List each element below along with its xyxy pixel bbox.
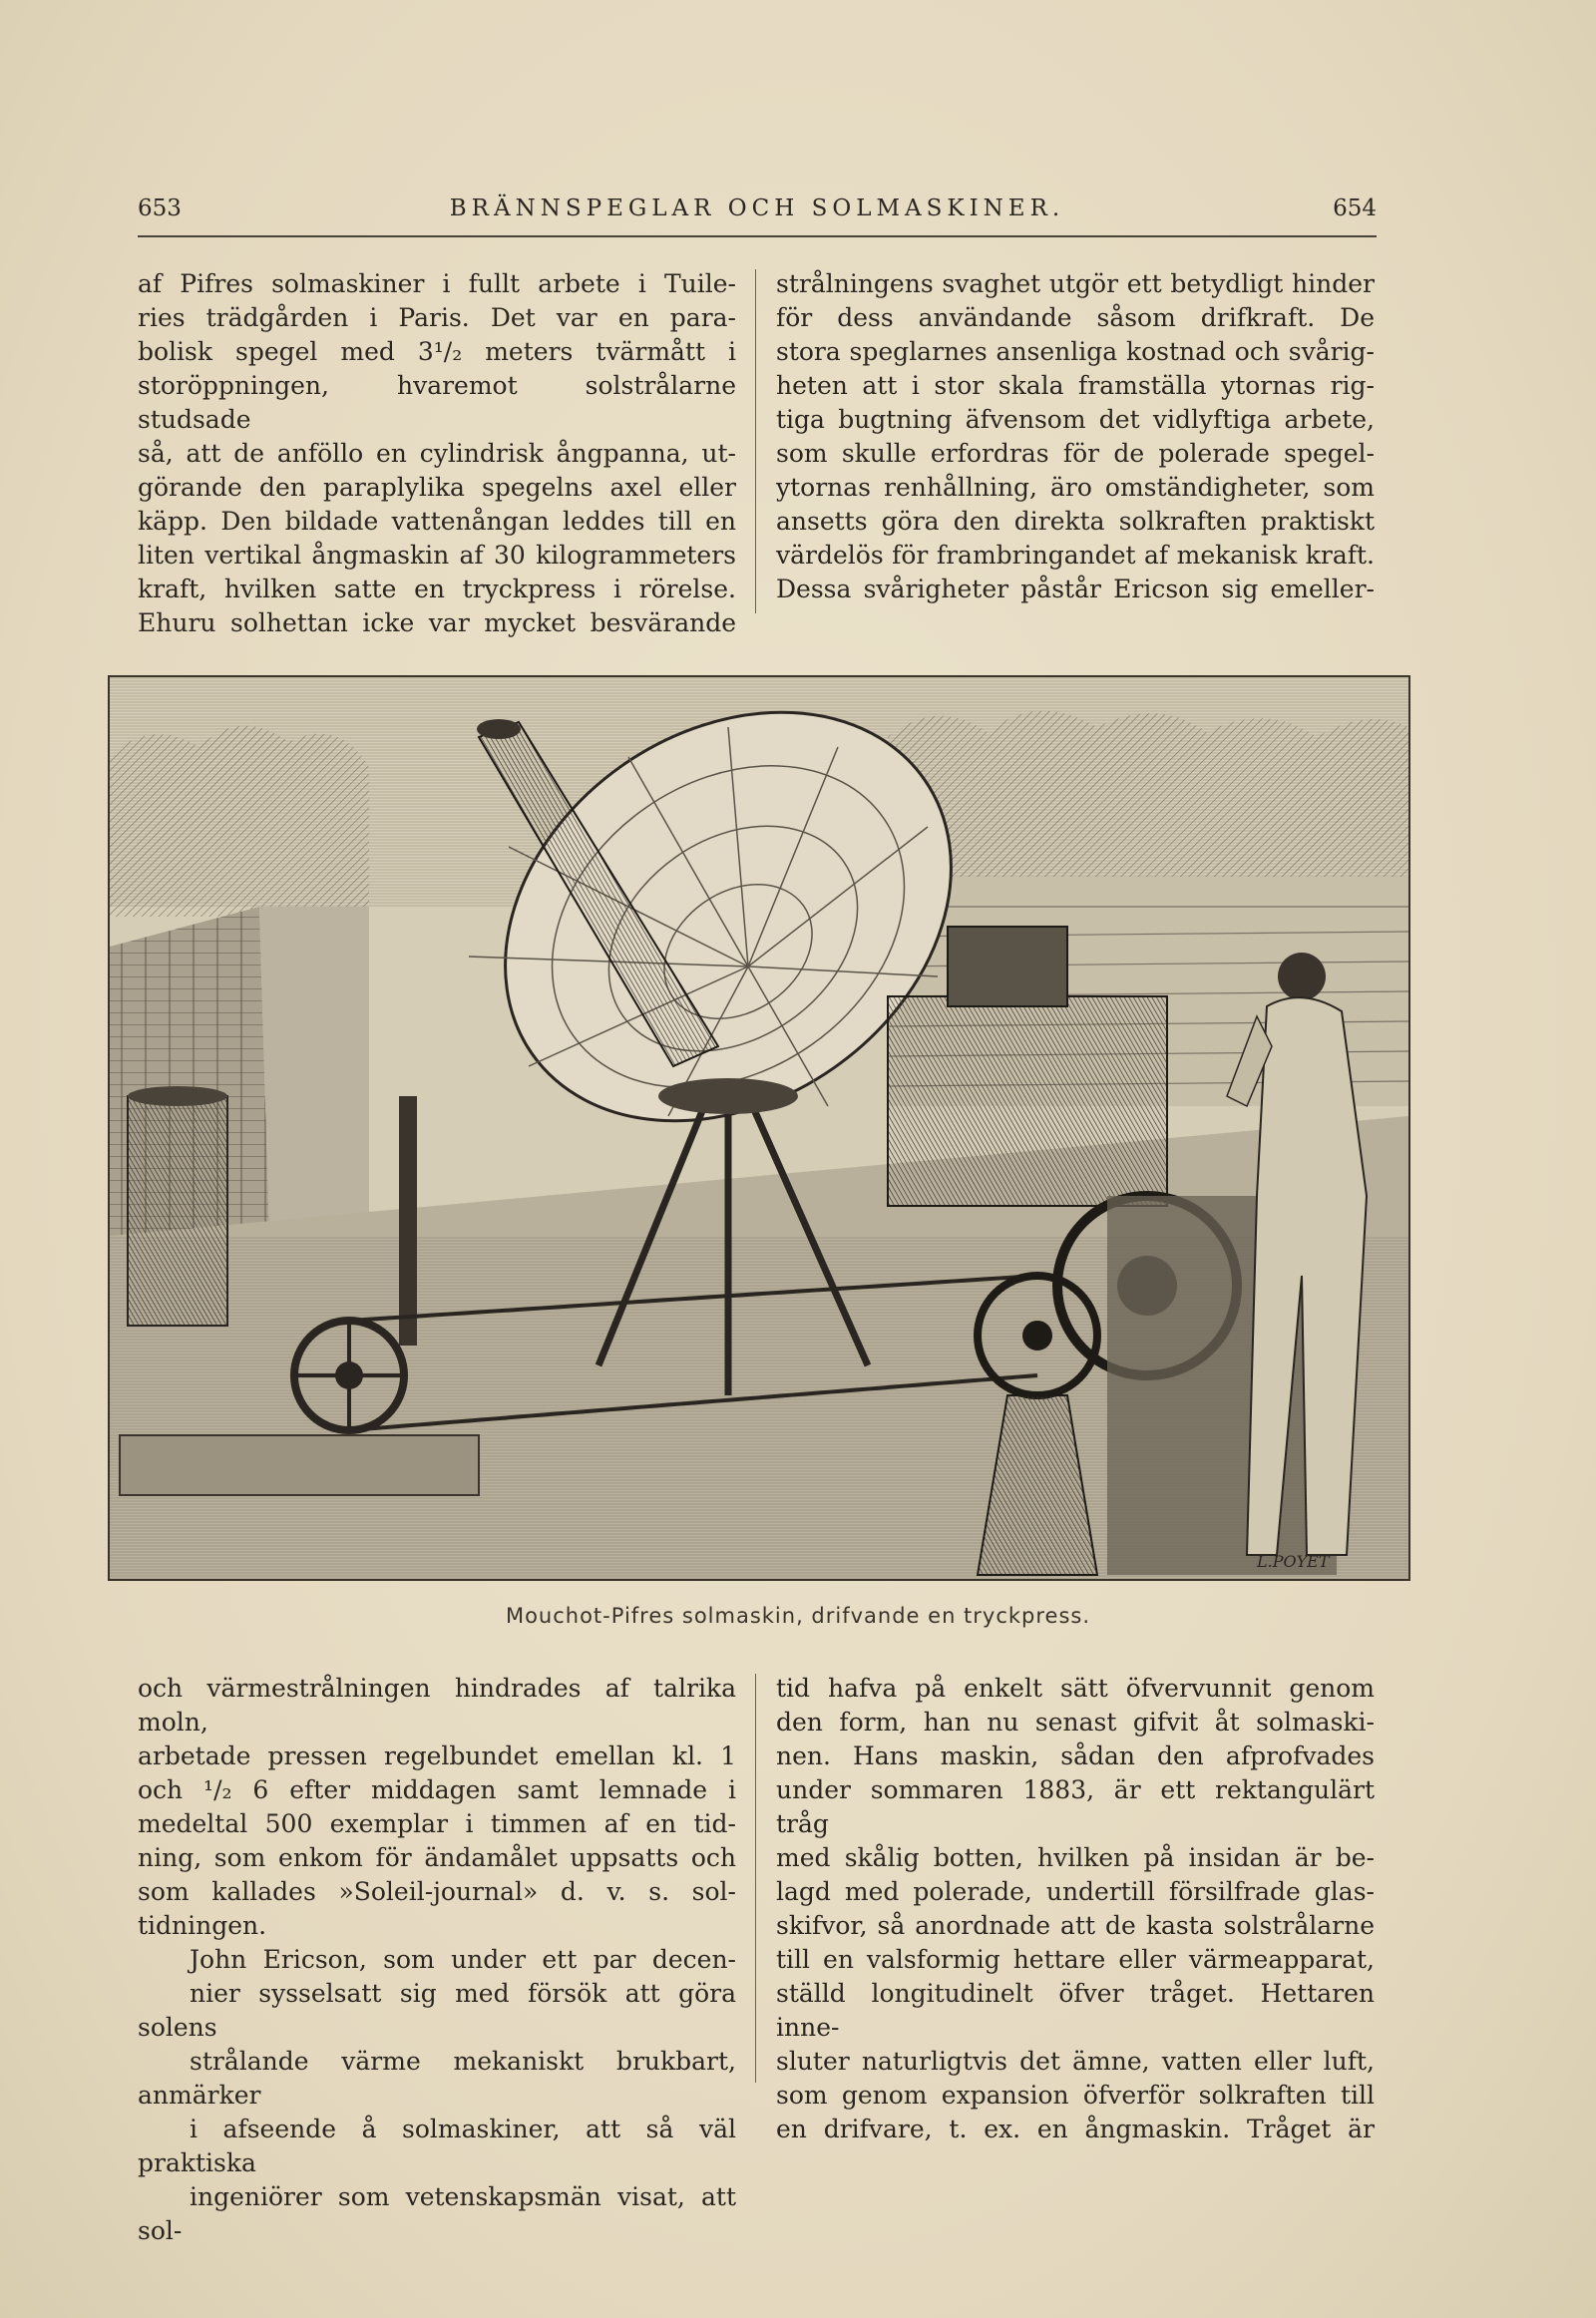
top-right-column bbox=[776, 267, 1375, 606]
bottom-left-column bbox=[138, 1672, 736, 2248]
figure-caption: Mouchot-Pifres solmaskin, drifvande en tryckpress. bbox=[505, 1604, 1091, 1628]
text-line: för dess användande såsom drifkraft. De bbox=[776, 303, 1375, 332]
text-line: ingeniörer som vetenskapsmän visat, att sol- bbox=[138, 2182, 736, 2245]
text-line: som kallades »Soleil-journal» d. v. s. sol- bbox=[138, 1877, 736, 1906]
engraver-signature: L.POYET bbox=[1257, 1552, 1330, 1571]
text-line: arbetade pressen regelbundet emellan kl. 1 bbox=[138, 1741, 736, 1770]
column-divider-bottom bbox=[755, 1674, 756, 2083]
text-line: i afseende å solmaskiner, att så väl praktiska bbox=[138, 2115, 736, 2177]
text-line: som skulle erfordras för de polerade spegel- bbox=[776, 439, 1375, 468]
text-line: ansetts göra den direkta solkraften praktiskt bbox=[776, 507, 1375, 536]
text-line: med skålig botten, hvilken på insidan är be- bbox=[776, 1843, 1375, 1872]
paragraph bbox=[776, 267, 1375, 606]
text-line: och värmestrålningen hindrades af talrika moln, bbox=[138, 1674, 736, 1737]
text-line: strålande värme mekaniskt brukbart, anmärker bbox=[138, 2047, 736, 2110]
text-line: ytornas renhållning, äro omständigheter, som bbox=[776, 473, 1375, 502]
text-line: som genom expansion öfverför solkraften till bbox=[776, 2081, 1375, 2110]
running-header bbox=[138, 195, 1377, 235]
engraving-illustration bbox=[108, 675, 1410, 1581]
text-line: till en valsformig hettare eller värmeapparat, bbox=[776, 1945, 1375, 1974]
text-line: storöppningen, hvaremot solstrålarne studsade bbox=[138, 371, 736, 434]
paragraph bbox=[776, 1672, 1375, 2146]
text-line: en drifvare, t. ex. en ångmaskin. Tråget är bbox=[776, 2115, 1375, 2143]
text-line: af Pifres solmaskiner i fullt arbete i Tuile- bbox=[138, 269, 736, 298]
text-line: tid hafva på enkelt sätt öfvervunnit genom bbox=[776, 1674, 1375, 1703]
text-line: tidningen. bbox=[138, 1911, 267, 1940]
header-rule bbox=[138, 235, 1377, 237]
text-line: medeltal 500 exemplar i timmen af en tid- bbox=[138, 1809, 736, 1838]
top-left-column bbox=[138, 267, 736, 640]
text-line: ställd longitudinelt öfver tråget. Hettaren inne- bbox=[776, 1979, 1375, 2042]
text-line: Ehuru solhettan icke var mycket besvärande bbox=[138, 608, 736, 637]
page-number-left: 653 bbox=[138, 195, 182, 221]
solar-machine-engraving bbox=[110, 677, 1408, 1579]
text-line: bolisk spegel med 3¹/₂ meters tvärmått i bbox=[138, 337, 736, 366]
column-divider-top bbox=[755, 269, 756, 613]
text-line: ning, som enkom för ändamålet uppsatts och bbox=[138, 1843, 736, 1872]
text-line: liten vertikal ångmaskin af 30 kilogrammeters bbox=[138, 541, 736, 570]
text-line: stora speglarnes ansenliga kostnad och svårig- bbox=[776, 337, 1375, 366]
text-line: Dessa svårigheter påstår Ericson sig emeller- bbox=[776, 575, 1375, 603]
text-line: värdelös för frambringandet af mekanisk kraft. bbox=[776, 541, 1375, 570]
text-line: under sommaren 1883, är ett rektangulärt tråg bbox=[776, 1775, 1375, 1838]
text-line: käpp. Den bildade vattenångan leddes till en bbox=[138, 507, 736, 536]
running-title: BRÄNNSPEGLAR OCH SOLMASKINER. bbox=[449, 195, 1065, 221]
page-number-right: 654 bbox=[1333, 195, 1377, 221]
text-line: skifvor, så anordnade att de kasta solstrålarne bbox=[776, 1911, 1375, 1940]
text-line: så, att de anföllo en cylindrisk ångpanna, ut- bbox=[138, 439, 736, 468]
text-line: den form, han nu senast gifvit åt solmaski- bbox=[776, 1708, 1375, 1737]
text-line: och ¹/₂ 6 efter middagen samt lemnade i bbox=[138, 1775, 736, 1804]
paragraph bbox=[138, 267, 736, 640]
text-line: nier sysselsatt sig med försök att göra solens bbox=[138, 1979, 736, 2042]
text-line: ries trädgården i Paris. Det var en para- bbox=[138, 303, 736, 332]
text-line: sluter naturligtvis det ämne, vatten eller luft, bbox=[776, 2047, 1375, 2076]
text-line: kraft, hvilken satte en tryckpress i rörelse. bbox=[138, 575, 736, 603]
paragraph bbox=[138, 1943, 736, 2248]
text-line: görande den paraplylika spegelns axel eller bbox=[138, 473, 736, 502]
text-line: tiga bugtning äfvensom det vidlyftiga arbete, bbox=[776, 405, 1375, 434]
text-line: nen. Hans maskin, sådan den afprofvades bbox=[776, 1741, 1375, 1770]
text-line: lagd med polerade, undertill försilfrade glas- bbox=[776, 1877, 1375, 1906]
paragraph bbox=[138, 1672, 736, 1943]
text-line: John Ericson, som under ett par decen- bbox=[190, 1945, 736, 1974]
text-line: heten att i stor skala framställa ytornas rig- bbox=[776, 371, 1375, 400]
text-line: strålningens svaghet utgör ett betydligt hinder bbox=[776, 269, 1375, 298]
bottom-right-column bbox=[776, 1672, 1375, 2146]
